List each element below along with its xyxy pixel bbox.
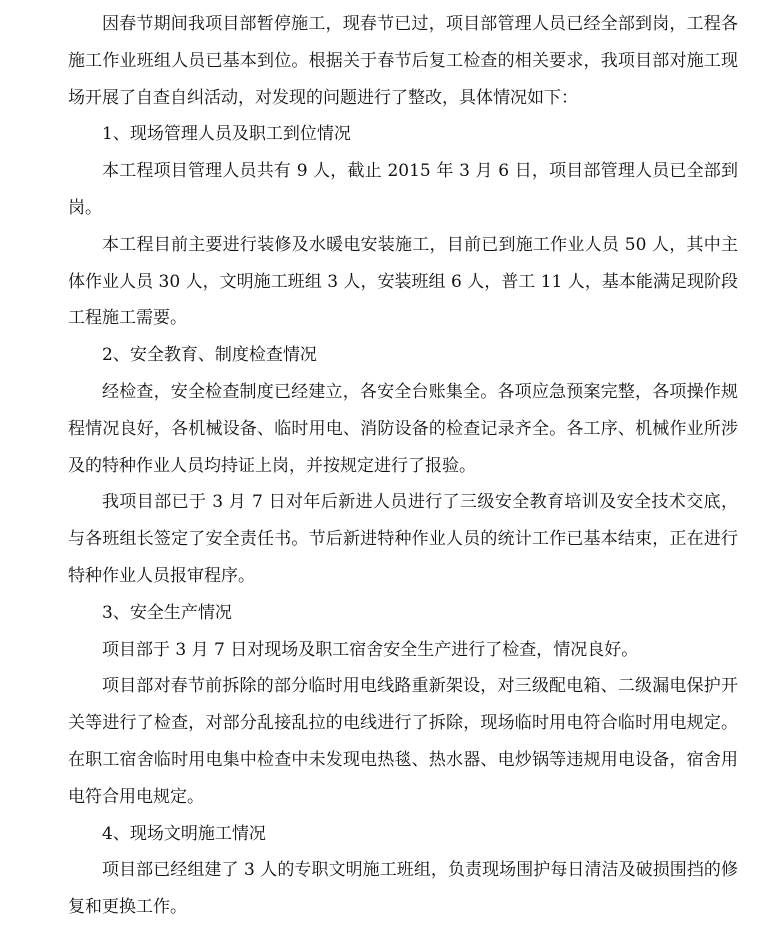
- section-heading-civilized-construction: 4、现场文明施工情况: [102, 823, 266, 844]
- section-heading-staff: 1、现场管理人员及职工到位情况: [102, 124, 351, 145]
- paragraph-electricity: 项目部对春节前拆除的部分临时用电线路重新架设，对三级配电箱、二级漏电保护开关等进行了检查，对部分乱接乱拉的电线进行了拆除，现场临时用电符合临时用电规定。在职工宿舍临时用电集中检查中未发现电热毯、热水器、电炒锅等违规用电设备，宿舍用电符合用电规定。: [68, 676, 738, 807]
- paragraph-management-staff: 本工程项目管理人员共有 9 人，截止 2015 年 3 月 6 日，项目部管理人员已全部到岗。: [68, 161, 738, 218]
- paragraph-site-check: 项目部于 3 月 7 日对现场及职工宿舍安全生产进行了检查，情况良好。: [102, 639, 639, 660]
- paragraph-training: 我项目部已于 3 月 7 日对年后新进人员进行了三级安全教育培训及安全技术交底，与各班组长签定了安全责任书。节后新进特种作业人员的统计工作已基本结束，正在进行特种作业人员报审程序。: [68, 492, 738, 586]
- paragraph-workers: 本工程目前主要进行装修及水暖电安装施工，目前已到施工作业人员 50 人，其中主体作业人员 30 人，文明施工班组 3 人，安装班组 6 人，普工 11 人，基本能满足现阶段工程施工需要。: [68, 234, 738, 329]
- paragraph-cleaning-team: 项目部已经组建了 3 人的专职文明施工班组，负责现场围护每日清洁及破损围挡的修复和更换工作。: [68, 860, 738, 918]
- section-heading-safety-education: 2、安全教育、制度检查情况: [102, 345, 317, 366]
- section-heading-safety-production: 3、安全生产情况: [102, 602, 232, 623]
- paragraph-intro: 因春节期间我项目部暂停施工，现春节已过，项目部管理人员已经全部到岗，工程各施工作业班组人员已基本到位。根据关于春节后复工检查的相关要求，我项目部对施工现场开展了自查自纠活动，对发现的问题进行了整改，具体情况如下：: [68, 14, 738, 108]
- paragraph-inspection: 经检查，安全检查制度已经建立，各安全台账集全。各项应急预案完整，各项操作规程情况良好，各机械设备、临时用电、消防设备的检查记录齐全。各工序、机械作业所涉及的特种作业人员均持证上岗，并按规定进行了报验。: [68, 381, 738, 476]
